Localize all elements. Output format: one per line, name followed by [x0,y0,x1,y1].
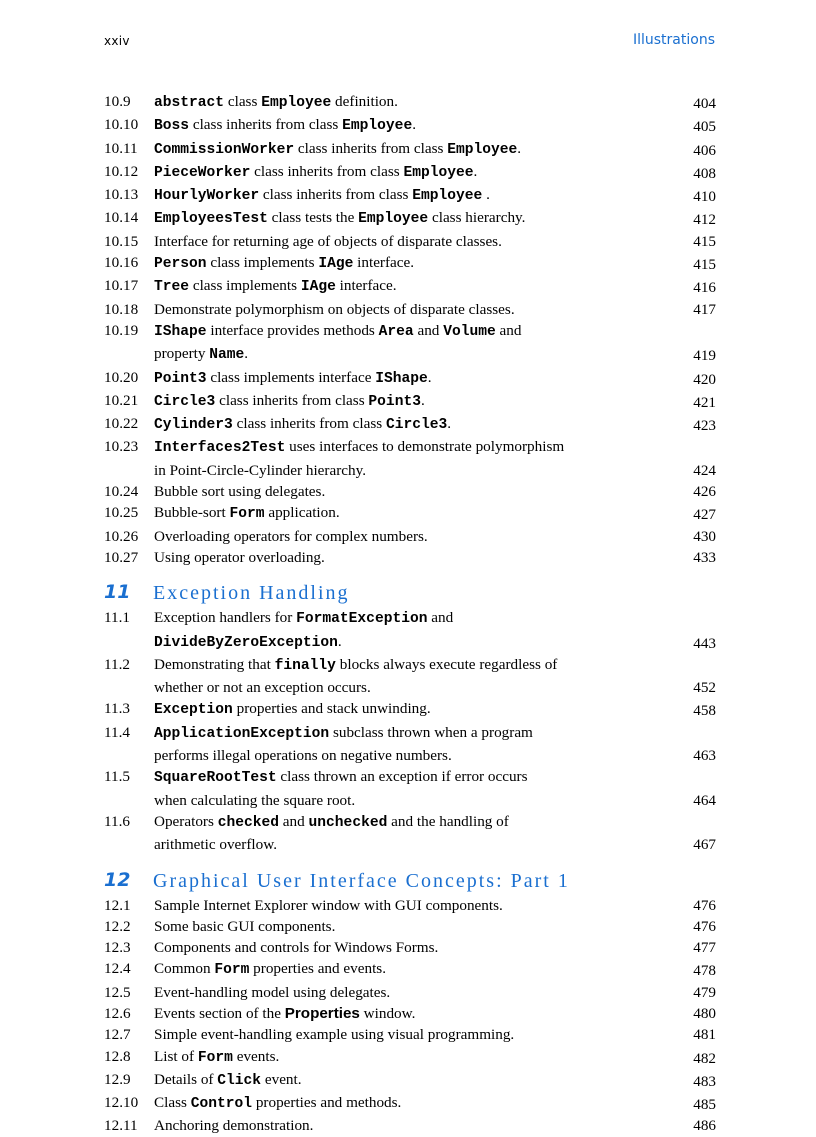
figure-number: 10.13 [104,186,139,204]
code-identifier: EmployeesTest [154,211,268,228]
figure-caption: Demonstrating that finally blocks always execute regardless of whether or not an exception occurs. [154,655,558,697]
illustration-entry [104,161,716,184]
figure-number: 10.26 [104,527,139,545]
illustration-entry [104,547,716,568]
code-identifier: unchecked [308,814,388,831]
code-identifier: Person [154,256,207,273]
illustration-entry [104,937,716,958]
code-identifier: Employee [261,95,332,111]
illustration-entry [104,916,716,937]
figure-number: 11.6 [104,812,131,830]
code-identifier: Control [190,1096,253,1113]
illustration-entry [104,320,716,367]
figure-caption: HourlyWorker class inherits from class Employee . [154,186,490,205]
code-identifier: Tree [154,279,190,296]
figure-caption: Bubble sort using delegates. [154,483,326,501]
illustration-entry [104,413,716,436]
illustration-entry [104,698,716,721]
chapter-heading [104,573,716,607]
figure-caption: Person class implements IAge interface. [154,254,415,273]
figure-number: 12.1 [104,896,131,914]
figure-number: 10.17 [104,277,139,295]
figure-caption: Interface for returning age of objects of disparate classes. [154,232,502,250]
figure-caption: Demonstrate polymorphism on objects of disparate classes. [154,300,515,318]
figure-number: 10.18 [104,300,139,318]
code-identifier: CommissionWorker [154,141,295,158]
page-reference: 479 [693,983,716,1001]
figure-caption: Event-handling model using delegates. [154,983,391,1001]
figure-caption: EmployeesTest class tests the Employee class hierarchy. [154,209,526,228]
figure-number: 12.9 [104,1070,131,1088]
page-reference: 424 [693,461,716,479]
illustration-entry [104,895,716,916]
illustration-entry [104,1046,716,1069]
code-identifier: Form [197,1049,233,1066]
page-reference: 415 [693,256,716,274]
page-reference: 482 [693,1049,716,1067]
code-identifier: FormatException [296,611,428,628]
page-reference: 404 [693,95,716,112]
illustration-entry [104,91,716,114]
code-identifier: DivideByZeroException [154,634,338,651]
illustration-entry [104,231,716,252]
figure-caption: Details of Click event. [154,1070,302,1089]
figure-number: 12.6 [104,1004,131,1022]
figure-number: 10.10 [104,116,139,134]
page-reference: 483 [693,1072,716,1090]
illustration-entry [104,1115,716,1136]
figure-caption: Circle3 class inherits from class Point3. [154,391,425,410]
figure-number: 12.11 [104,1117,138,1135]
figure-number: 10.25 [104,504,139,522]
page-reference: 412 [693,211,716,229]
figure-number: 12.10 [104,1094,139,1112]
figure-caption: Common Form properties and events. [154,960,387,979]
figure-caption: Bubble-sort Form application. [154,504,340,523]
figure-caption: Interfaces2Test uses interfaces to demonstrate polymorphism in Point-Circle-Cylinder hierarchy. [154,438,565,479]
figure-caption: Class Control properties and methods. [154,1094,402,1113]
figure-caption: Components and controls for Windows Forms. [154,939,439,957]
page-reference: 485 [693,1096,716,1114]
code-identifier: Employee [358,211,429,228]
page-reference: 416 [693,279,716,297]
illustration-entry [104,138,716,161]
illustration-entry [104,299,716,320]
page-reference: 452 [693,679,716,697]
ui-term: Properties [284,1004,360,1022]
figure-caption: Simple event-handling example using visual programming. [154,1026,515,1044]
figure-number: 10.24 [104,483,139,501]
code-identifier: finally [274,657,336,674]
code-identifier: PieceWorker [154,164,251,181]
figure-number: 10.11 [104,139,138,157]
chapter-heading [104,861,716,895]
figure-caption: Tree class implements IAge interface. [154,277,397,296]
illustration-entry [104,390,716,413]
page-reference: 420 [693,370,716,388]
figure-number: 12.3 [104,939,131,957]
figure-caption: Operators checked and unchecked and the handling of arithmetic overflow. [154,812,509,854]
figure-caption: abstract class Employee definition. [154,93,398,111]
figure-caption: Cylinder3 class inherits from class Circle3. [154,415,452,434]
illustration-entry [104,1003,716,1024]
illustration-entry [104,1069,716,1092]
illustration-entry [104,252,716,275]
code-identifier: Employee [403,164,474,181]
code-identifier: ApplicationException [154,725,330,742]
figure-caption: Using operator overloading. [154,548,325,566]
figure-caption: Overloading operators for complex numbers. [154,527,428,545]
code-identifier: Form [229,506,265,523]
page-number: xxiv [104,34,130,48]
code-identifier: Name [209,347,245,364]
figure-number: 12.4 [104,960,131,978]
page-reference: 443 [693,634,716,652]
page-reference: 408 [693,164,716,182]
code-identifier: Exception [154,702,233,719]
code-identifier: Employee [412,188,483,205]
page-reference: 476 [693,917,716,935]
illustration-entry [104,436,716,481]
figure-caption: IShape interface provides methods Area and Volume and property Name. [154,321,522,364]
page-reference: 486 [693,1117,716,1135]
code-identifier: Area [378,323,414,340]
figure-caption: Exception properties and stack unwinding. [154,700,431,719]
code-identifier: SquareRootTest [154,770,277,787]
code-identifier: Volume [443,323,496,340]
illustration-entry [104,367,716,390]
page-reference: 417 [693,300,716,318]
figure-number: 11.2 [104,655,131,673]
illustration-entry [104,184,716,207]
code-identifier: Circle3 [154,393,216,410]
illustration-entry [104,982,716,1003]
code-identifier: checked [217,814,279,831]
illustration-entry [104,958,716,981]
code-identifier: IShape [375,370,428,387]
illustration-entry [104,207,716,230]
figure-caption: List of Form events. [154,1047,280,1066]
page-reference: 433 [693,548,716,566]
page-reference: 477 [693,939,716,957]
code-identifier: Point3 [368,393,421,410]
illustration-entry [104,1024,716,1045]
running-header-section: Illustrations [632,32,715,48]
figure-number: 11.5 [104,768,131,786]
page-reference: 478 [693,962,716,980]
page-reference: 405 [693,118,716,136]
figure-number: 11.3 [104,700,131,718]
page-reference: 463 [693,747,716,765]
figure-number: 10.16 [104,254,139,272]
code-identifier: Circle3 [385,417,448,434]
figure-caption: Some basic GUI components. [154,917,336,935]
figure-number: 11.4 [104,723,131,741]
figure-number: 10.27 [104,548,139,566]
figure-number: 11.1 [104,609,131,627]
page-reference: 476 [693,896,716,914]
page-reference: 415 [693,232,716,250]
page-reference: 419 [693,347,716,365]
figure-caption: Events section of the Properties window. [154,1004,416,1022]
illustration-entry [104,526,716,547]
code-identifier: IAge [318,256,354,273]
figure-number: 10.15 [104,232,139,250]
page-reference: 458 [693,702,716,720]
illustration-entry [104,275,716,298]
chapter-number: 12 [104,868,131,891]
code-identifier: Boss [154,118,190,135]
figure-caption: Sample Internet Explorer window with GUI components. [154,896,503,914]
page-reference: 421 [693,393,716,411]
page-reference: 406 [693,141,716,159]
page-reference: 480 [693,1004,716,1022]
code-identifier: IShape [154,323,207,340]
page-reference: 464 [693,791,716,809]
code-identifier: Click [217,1072,262,1089]
page-reference: 423 [693,417,716,435]
code-identifier: IAge [300,279,336,296]
code-identifier: Employee [342,118,413,135]
page-reference: 410 [693,188,716,206]
illustration-entry [104,481,716,502]
figure-number: 12.5 [104,983,131,1001]
illustrations-list [104,91,716,1137]
page-reference: 427 [693,506,716,524]
code-identifier: Point3 [154,370,207,387]
figure-caption: Anchoring demonstration. [154,1117,314,1135]
illustration-entry [104,607,716,654]
code-identifier: Form [214,962,250,979]
page-reference: 430 [693,527,716,545]
figure-number: 10.23 [104,438,139,456]
illustration-entry [104,1092,716,1115]
code-identifier: Interfaces2Test [154,440,286,457]
page-reference: 481 [693,1026,716,1044]
illustration-entry [104,766,716,811]
figure-caption: ApplicationException subclass thrown when a program performs illegal operations on negative numbers. [154,723,533,765]
figure-caption: CommissionWorker class inherits from class Employee. [154,139,522,158]
illustration-entry [104,722,716,767]
figure-caption: Exception handlers for FormatException and DivideByZeroException. [154,609,454,651]
figure-number: 10.14 [104,209,139,227]
figure-number: 10.21 [104,391,139,409]
illustration-entry [104,654,716,699]
figure-caption: PieceWorker class inherits from class Employee. [154,162,478,181]
figure-number: 10.20 [104,368,139,386]
page-reference: 426 [693,483,716,501]
chapter-title: Exception Handling [153,582,350,605]
figure-number: 10.9 [104,93,131,110]
chapter-title: Graphical User Interface Concepts: Part 1 [153,869,570,892]
code-identifier: HourlyWorker [154,188,260,205]
figure-number: 10.22 [104,415,139,433]
code-identifier: Employee [447,141,518,158]
figure-number: 12.8 [104,1047,131,1065]
chapter-number: 11 [104,581,131,604]
figure-number: 12.7 [104,1026,131,1044]
illustration-entry [104,114,716,137]
figure-number: 12.2 [104,917,131,935]
code-identifier: Cylinder3 [154,417,233,434]
page-reference: 467 [693,836,716,854]
figure-caption: Boss class inherits from class Employee. [154,116,416,135]
illustration-entry [104,811,716,856]
code-identifier: abstract [154,95,225,111]
illustration-entry [104,502,716,525]
figure-number: 10.19 [104,321,139,339]
figure-caption: SquareRootTest class thrown an exception if error occurs when calculating the square root. [154,768,528,809]
figure-caption: Point3 class implements interface IShape. [154,368,432,387]
figure-number: 10.12 [104,162,139,180]
